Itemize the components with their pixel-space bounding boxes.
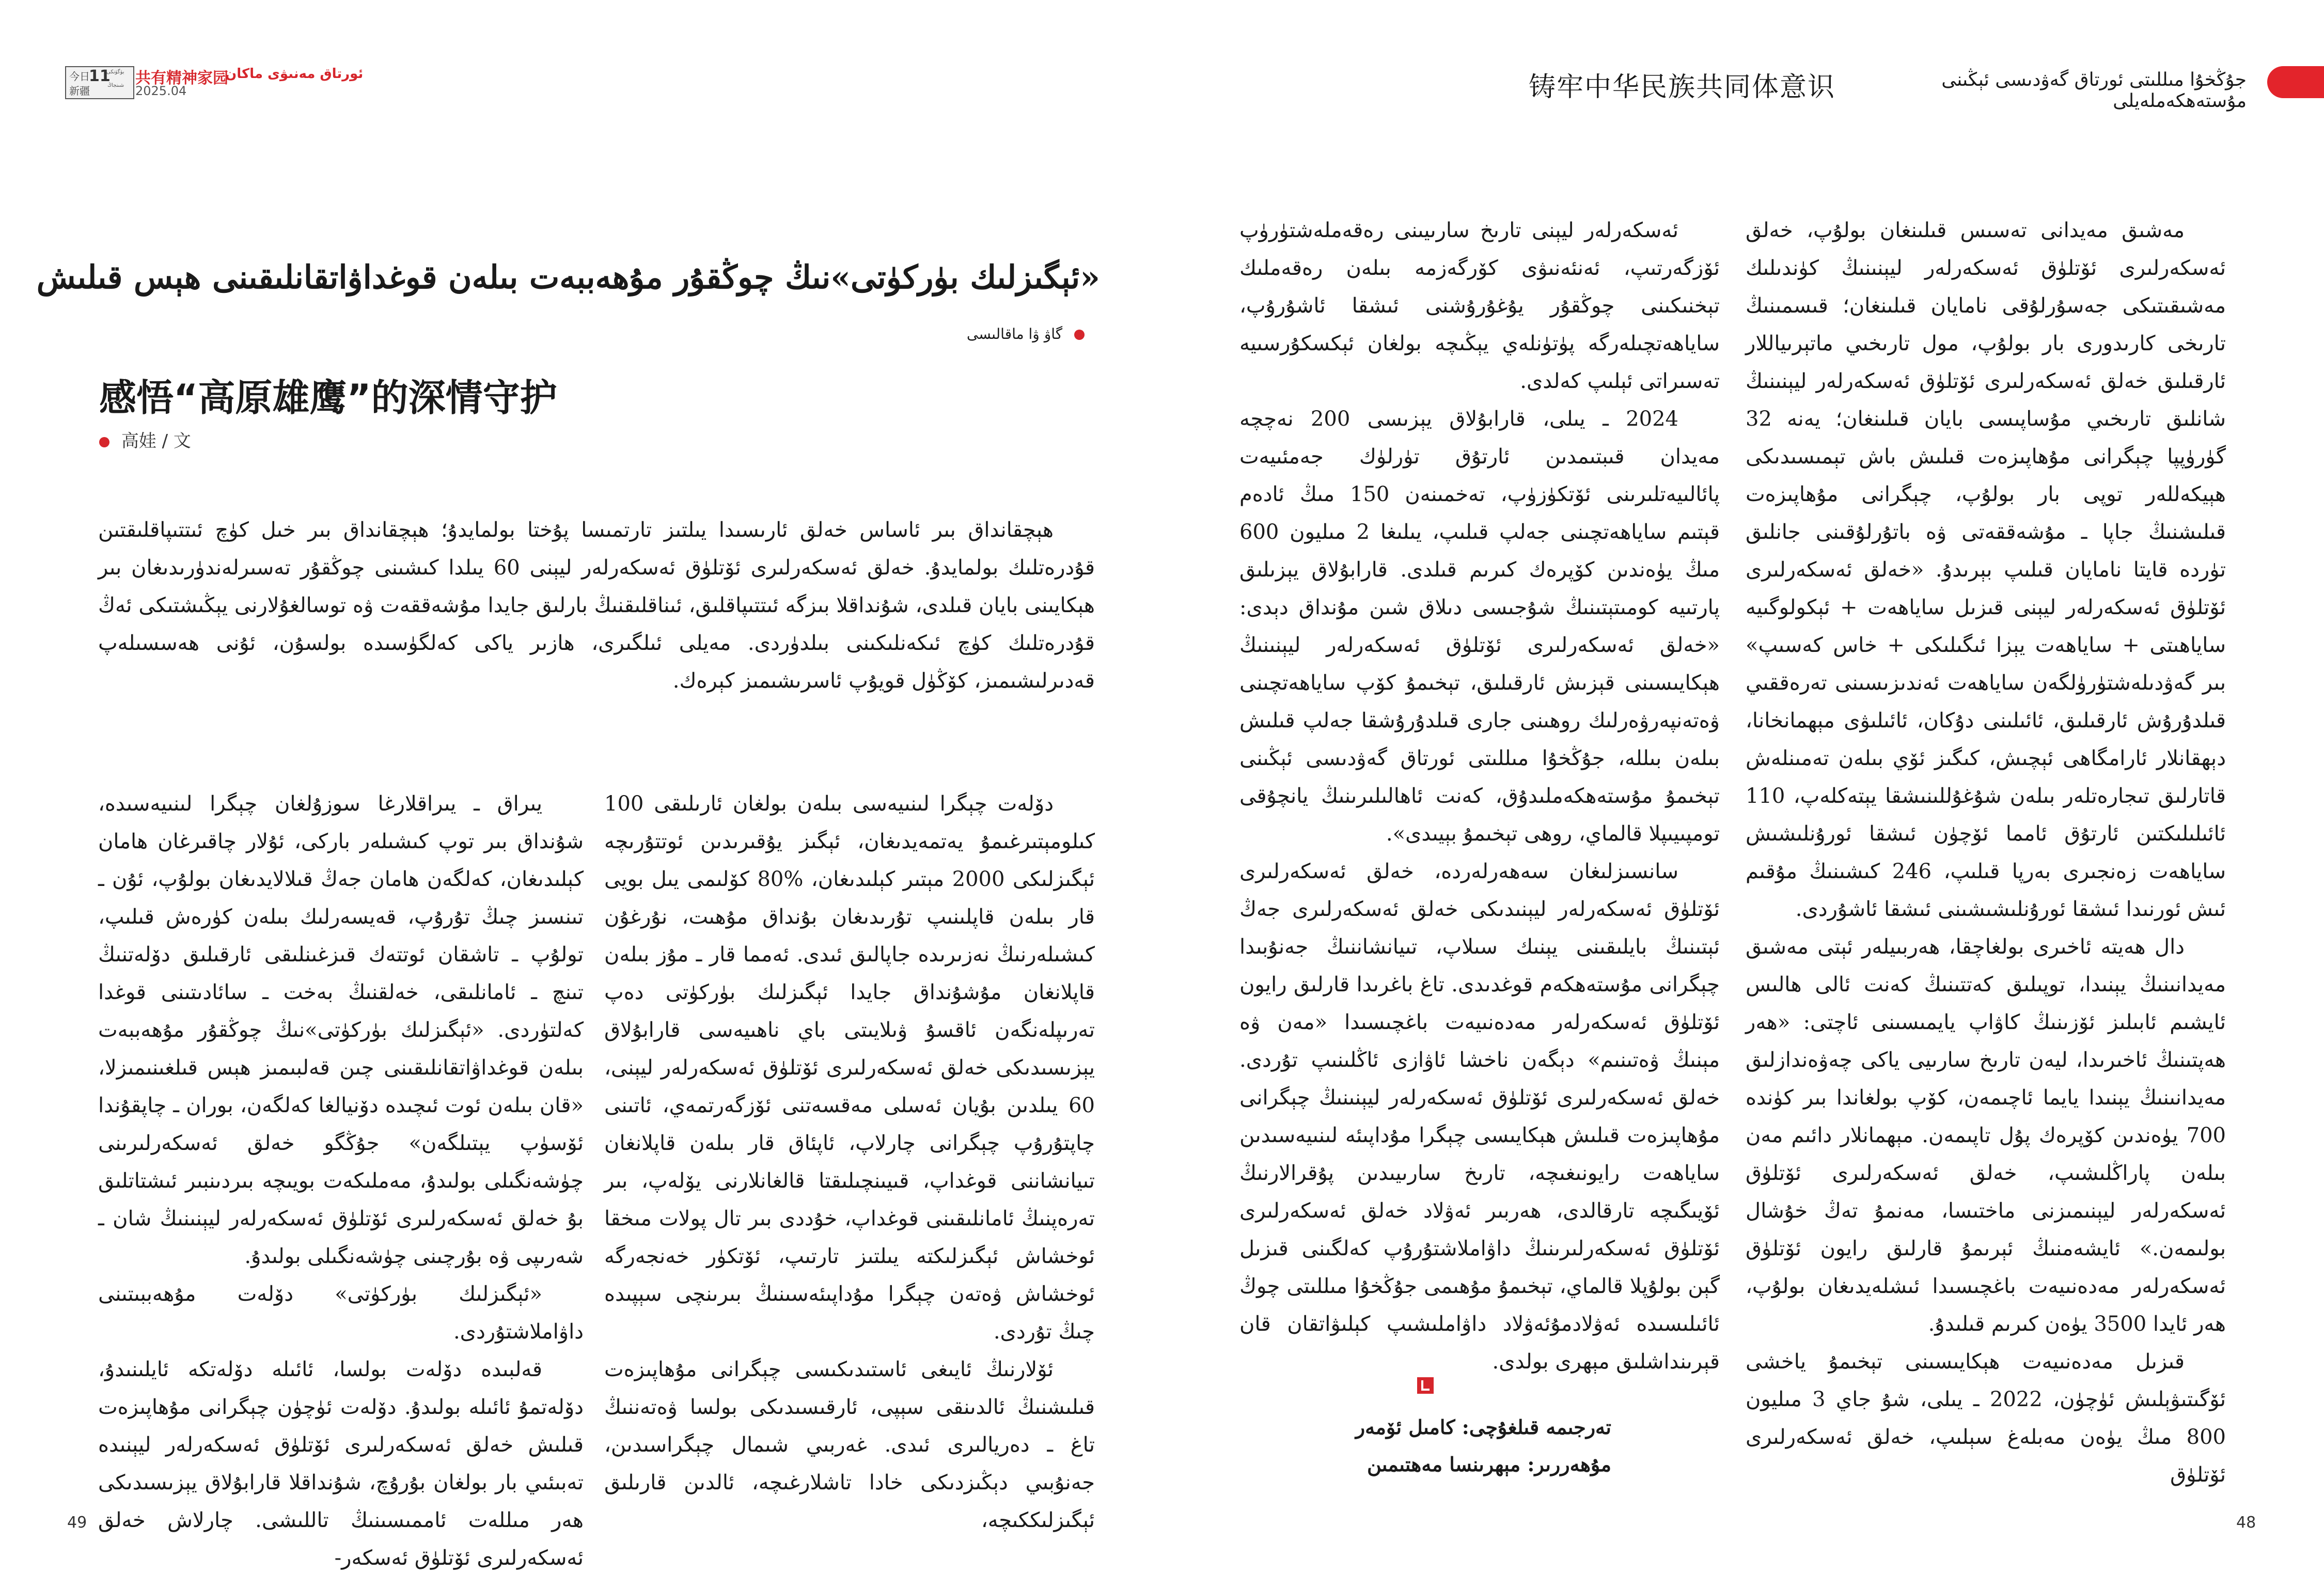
left-page-column-a: [604, 785, 1095, 1532]
slogan-ug: جۇڭخۇا مىللىتى ئورتاق گەۋدىسى ئېڭىنى مۇستەھكەملەيلى: [1941, 69, 2247, 112]
end-mark-icon: [1417, 1377, 1434, 1394]
article-title-zh: 感悟“高原雄鹰”的深情守护: [99, 376, 557, 419]
slogan-zh: 铸牢中华民族共同体意识: [1529, 72, 1836, 103]
paragraph: «ئېگىزلىك بۈركۈتى» دۆلەت مۇھەببىتىنى داۋاملاشتۇردى.: [98, 1282, 584, 1344]
author-zh-text: 高娃 / 文: [121, 431, 191, 452]
paragraph: دال ھەيتە ئاخىرى بولغاچقا، ھەربىيلەر ئېتى مەشىق مەيدانىنىڭ يېنىدا، توپىلىق كەتتىنىڭ كەنت ئالى ھالىس ئايشىم ئابىلىز ئۆزىنىڭ كاۋاپ يايمىسىنى ئاچتى: «ھەر ھەپتىنىڭ ئاخىرىدا، ليەن تارىخ سارىيى ياكى چەۋەندازلىق مەيدانىنىڭ يېنىدا يايما ئاچىمەن، كۆپ بولغاندا بىر كۈندە 700 يۈەندىن كۆپرەك پۇل تاپىمەن. مېھمانلار دائىم مەن بىلەن پاراڭلىشىپ، خەلق ئەسكەرلىرى ئۆتلۈق ئەسكەرلەر ليېنىمىزنى ماختىسا، مەنمۇ تەڭ خۇشال بولىمەن.» ئايشەمنىڭ ئېرىمۇ قارلىق رايون ئۆتلۈق ئەسكەرلەر مەدەنىيەت باغچىسىدا ئىشلەيدىغان بولۇپ، ھەر ئايدا 3500 يۈەن كىرىم قىلىدۇ.: [1746, 935, 2226, 1336]
page-number-right: 48: [2236, 1514, 2256, 1532]
column-name-ug: ئورتاق مەنىۋى ماكان: [225, 66, 364, 82]
translator-credit: تەرجىمە قىلغۇچى: كامىل ئۆمەر: [1355, 1415, 1611, 1439]
article-title-ug: «ئېگىزلىك بۈركۈتى»نىڭ چوڭقۇر مۇھەببەت بىلەن قوغداۋاتقانلىقىنى ھېس قىلىش: [36, 258, 1100, 296]
bullet-dot: [1074, 330, 1085, 340]
lead-text: ھېچقانداق بىر ئاساس خەلق ئارىسىدا يىلتىز تارتمىسا پۇختا بولمايدۇ؛ ھېچقانداق بىر خىل كۈچ ئىتتىپاقلىقتىن قۇدرەتلىك بولمايدۇ. خەلق ئەسكەرلىرى ئۆتلۈق ئەسكەرلەر ليېنى 60 يىلدا كىشىنى چوڭقۇر تەسىرلەندۈرىدىغان بىر ھېكايىنى بايان قىلدى، شۇنداقلا بىزگە ئىتتىپاقلىق، ئىناقلىقنىڭ بارلىق جايدا مۇشەققەت ۋە توسالغۇلارنى يېڭىشتىكى ئەڭ قۇدرەتلىك كۈچ ئىكەنلىكىنى بىلدۈردى. مەيلى ئىلگىرى، ھازىر ياكى كەلگۈسىدە بولسۇن، ئۇنى ھەسسىلەپ قەدىرلىشىمىز، كۆڭۈل قويۇپ ئاسرىشىمىز كېرەك.: [98, 518, 1095, 693]
logo-small-bottom: شىنجاڭ: [107, 83, 124, 88]
paragraph: قەلبىدە دۆلەت بولسا، ئائىلە دۆلەتكە ئايلىنىدۇ، دۆلەتمۇ ئائىلە بولىدۇ. دۆلەت ئۈچۈن چېگرانى مۇھاپىزەت قىلىش خەلق ئەسكەرلىرى ئۆتلۈق ئەسكەرلەر ليېنىدە تەبىئىي بار بولغان بۇرۇچ، شۇنداقلا قارابۇلاق يېزىسىدىكى ھەر مىللەت ئاممىسىنىڭ تاللىشى. چارلاش خەلق ئەسكەرلىرى ئۆتلۈق ئەسكەر-: [98, 1358, 584, 1570]
logo-small-top: بۈگۈنكى: [106, 69, 124, 75]
paragraph: مەشىق مەيدانى تەسىس قىلىنغان بولۇپ، خەلق ئەسكەرلىرى ئۆتلۈق ئەسكەرلەر ليېنىنىڭ كۈندىلىك مەشىقىتىكى جەسۇرلۇقى نامايان قىلىنغان؛ قىسمىنىڭ تارىخى كارىدورى بار بولۇپ، مول تارىخىي ماتېرىياللار ئارقىلىق خەلق ئەسكەرلىرى ئۆتلۈق ئەسكەرلەر ليېنىنىڭ شانلىق تارىخىي مۇساپىسى بايان قىلىنغان؛ يەنە 32 گۈرۈپپا چېگرانى مۇھاپىزەت قىلىش باش تېمىسىدىكى ھېيكەللەر توپى بار بولۇپ، چېگرانى مۇھاپىزەت قىلىشنىڭ جاپا ـ مۇشەققەتى ۋە باتۇرلۇقىنى جانلىق تۈردە قايتا نامايان قىلىپ بېرىدۇ. «خەلق ئەسكەرلىرى ئۆتلۈق ئەسكەرلەر ليېنى قىزىل ساياھەت + ئېكولوگىيە ساياھىتى + ساياھەت يېزا ئىگىلىكى + خاس كەسىپ» بىر گەۋدىلەشتۈرۈلگەن ساياھەت ئەندىزىسىنى تەرەققىي قىلدۇرۇش ئارقىلىق، ئائىلىنى دۇكان، ئائىلىۋى مېھمانخانا، دېھقانلار ئارامگاھى ئېچىش، كىگىز ئۆي بىلەن تەمىنلەش قاتارلىق تىجارەتلەر بىلەن شۇغۇللىنىشقا يېتەكلەپ، 110 ئائىلىلىكتىن ئارتۇق ئامما ئۆچۈن ئىشقا ئورۇنلىشىش ساياھەت زەنجىرى بەرپا قىلىپ، 246 كىشىنىڭ مۇقىم ئىش ئورنىدا ئىشقا ئورۇنلىشىشىنى ئىشقا ئاشۇردى.: [1746, 219, 2226, 921]
lead-paragraph: [98, 511, 1095, 703]
paragraph: ئۆلارنىڭ ئايىغى ئاستىدىكىسى چېگرانى مۇھاپىزەت قىلىشنىڭ ئالدىنقى سېپى، ئارقىسىدىكى بولسا ۋەتەننىڭ تاغ ـ دەريالىرى ئىدى. غەربىي شىمال چېگراسىدىن، جەنۇبىي دېڭىزدىكى خادا تاشلارغىچە، ئالدىن قارىلىق ئېگىزلىككىچە،: [604, 1358, 1095, 1532]
logo-number: 11: [89, 67, 111, 85]
paragraph: ئەسكەرلەر ليېنى تارىخ سارىيىنى رەقەملەشتۈرۈپ ئۆزگەرتىپ، ئەنئەنىۋى كۆرگەزمە بىلەن رەقەملىك تېخنىكىنى چوڭقۇر يۇغۇرۇشنى ئىشقا ئاشۇرۇپ، ساياھەتچىلەرگە پۈتۈنلەي يېڭىچە بولغان ئېكسكۇرسىيە تەسىراتى ئېلىپ كەلدى.: [1239, 219, 1720, 393]
paragraph: دۆلەت چېگرا لىنىيەسى بىلەن بولغان ئارىلىقى 100 كىلومېتىرغىمۇ يەتمەيدىغان، ئېگىز يۇقىرىدىن ئوتتۇرىچە ئېگىزلىكى 2000 مېتىر كېلىدىغان، %80 كۆلىمى يىل بويى قار بىلەن قاپلىنىپ تۇرىدىغان بۇنداق مۇھىت، نۇرغۇن كىشىلەرنىڭ نەزىرىدە جاپالىق ئىدى. ئەمما قار ـ مۇز بىلەن قاپلانغان مۇشۇنداق جايدا ئېگىزلىك بۈركۈتى دەپ تەرىپلەنگەن ئاقسۇ ۋىلايىتى باي ناھىيەسى قارابۇلاق يېزىسىدىكى خەلق ئەسكەرلىرى ئۆتلۈق ئەسكەرلەر ليېنى، 60 يىلدىن بۇيان ئەسلى مەقسەتنى ئۆزگەرتمەي، ئاتىنى چاپتۇرۇپ چېگرانى چارلاپ، ئاپئاق قار بىلەن قاپلانغان تىيانشاننى قوغداپ، قىيىنچىلىقتا قالغانلارنى يۆلەپ، بىر تەرەپنىڭ ئامانلىقىنى قوغداپ، خۇددى بىر تال پولات مىخقا ئوخشاش ئېگىزلىكتە يىلتىز تارتىپ، ئۆتكۈر خەنجەرگە ئوخشاش ۋەتەن چېگرا مۇداپىئەسىنىڭ بىرىنچى سېپىدە چىڭ تۇردى.: [604, 792, 1095, 1344]
paragraph: يىراق ـ يىراقلارغا سوزۇلغان چېگرا لىنىيەسىدە، شۇنداق بىر توپ كىشىلەر باركى، ئۇلار چاقىرغان ھامان كېلىدىغان، كەلگەن ھامان جەڭ قىلالايدىغان بولۇپ، ئۇن ـ تىنسىز چىڭ تۇرۇپ، قەيسەرلىك بىلەن كۈرەش قىلىپ، تولۇپ ـ تاشقان ئوتتەك قىزغىنلىقى ئارقىلىق دۆلەتنىڭ تىنچ ـ ئامانلىقى، خەلقنىڭ بەخت ـ سائادىتىنى قوغدا كەلتۈردى. «ئېگىزلىك بۈركۈتى»نىڭ چوڭقۇر مۇھەببەت بىلەن قوغداۋاتقانلىقىنى چىن قەلبىمىز ھېس قىلغىنىمىزلا، «قان بىلەن ئوت ئىچىدە دۆنيالغا كەلگەن، بوران ـ چاپقۇندا ئۆسۈپ يېتىلگەن» جۇڭگو خەلق ئەسكەرلىرىنى چۈشەنگىلى بولىدۇ، مەملىكەت بويىچە بىردىنبىر ئىشتاتلىق بۇ خەلق ئەسكەرلىرى ئۆتلۈق ئەسكەرلەر ليېنىنىڭ شان ـ شەرىپى ۋە بۇرچىنى چۈشەنگىلى بولىدۇ.: [98, 792, 584, 1268]
paragraph: سانسىزلىغان سەھەرلەردە، خەلق ئەسكەرلىرى ئۆتلۈق ئەسكەرلەر ليېنىدىكى خەلق ئەسكەرلىرى جەڭ ئېتىنىڭ بايلىقىنى يېنىك سىلاپ، تىيانشاننىڭ جەنۇبىدا چېگرانى مۇستەھكەم قوغدىدى. تاغ باغرىدا قارلىق رايون ئۆتلۈق ئەسكەرلەر مەدەنىيەت باغچىسىدا «مەن ۋە مېنىڭ ۋەتىنىم» دېگەن ناخشا ئاۋازى ئاڭلىنىپ تۇردى. خەلق ئەسكەرلىرى ئۆتلۈق ئەسكەرلەر ليېنىنىڭ چېگرانى مۇھاپىزەت قىلىش ھېكايىسى چېگرا مۇداپىئە لىنىيەسىدىن ساياھەت رايونىغىچە، تارىخ سارىيىدىن پۇقرالارنىڭ ئۆيىگىچە تارقالدى، ھەربىر ئەۋلاد خەلق ئەسكەرلىرى ئۆتلۈق ئەسكەرلىرىنىڭ داۋاملاشتۇرۇپ كەلگىنى قىزىل گېن بولۇپلا قالماي، تېخىمۇ مۇھىمى جۇڭخۇا مىللىتى چوڭ ئائىلىسىدە ئەۋلادمۇئەۋلاد داۋاملىشىپ كېلىۋاتقان قان قېرىنداشلىق مېھرى بولدى.: [1239, 860, 1720, 1374]
column-name-zh: 共有精神家园: [135, 69, 228, 87]
left-page-column-b: [98, 785, 584, 1570]
paragraph: قىزىل مەدەنىيەت ھېكايىسىنى تېخىمۇ ياخشى ئۆگىتىۋېلىش ئۈچۈن، 2022 ـ يىلى، شۇ جاي 3 مىليون 800 مىڭ يۈەن مەبلەغ سېلىپ، خەلق ئەسكەرلىرى ئۆتلۈق: [1746, 1350, 2226, 1487]
header-accent-bar: [2267, 66, 2324, 98]
magazine-logo: [65, 66, 134, 99]
right-page-column-a: [1746, 212, 2226, 1534]
issue-date: 2025.04: [135, 84, 187, 98]
bullet-dot: [99, 437, 109, 447]
author-zh: [99, 427, 191, 452]
page-number-left: 49: [67, 1514, 87, 1532]
author-ug: [878, 325, 1085, 342]
logo-bottom: 新疆: [69, 85, 90, 97]
paragraph: 2024 ـ يىلى، قارابۇلاق يېزىسى 200 نەچچە مەيدان قىبتىمدىن ئارتۇق تۈرلۈك جەمئىيەت پائالىيەتلىرىنى ئۆتكۈزۈپ، تەخمىنەن 150 مىڭ ئادەم قېتىم ساياھەتچىنى جەلپ قىلىپ، يىلىغا 2 مىليون 600 مىڭ يۈەندىن كۆپرەك كىرىم قىلدى. قارابۇلاق يېزىلىق پارتىيە كومىتېتىنىڭ شۇجىسى دىلاق شىن مۇنداق دېدى: «خەلق ئەسكەرلىرى ئۆتلۈق ئەسكەرلەر ليېنىنىڭ ھېكايىسىنى قېزىش ئارقىلىق، تېخىمۇ كۆپ ساياھەتچىنى ۋەتەنپەرۋەرلىك روھىنى جارى قىلدۇرۇشقا جەلپ قىلىش بىلەن بىللە، جۇڭخۇا مىللىتى ئورتاق گەۋدىسى ئېڭىنى تېخىمۇ مۇستەھكەملىدۇق، كەنت ئاھالىلىرىنىڭ يانچۇقى تومپىيىپلا قالماي، روھى تېخىمۇ بېيىدى».: [1239, 407, 1720, 846]
editor-credit: مۇھەررىر: مېھرىنسا مەھتىمىن: [1367, 1453, 1611, 1476]
author-ug-text: گاۋ ۋا ماقالىسى: [966, 325, 1063, 342]
right-page-column-b: [1239, 212, 1720, 1410]
logo-top: 今日: [69, 70, 90, 83]
